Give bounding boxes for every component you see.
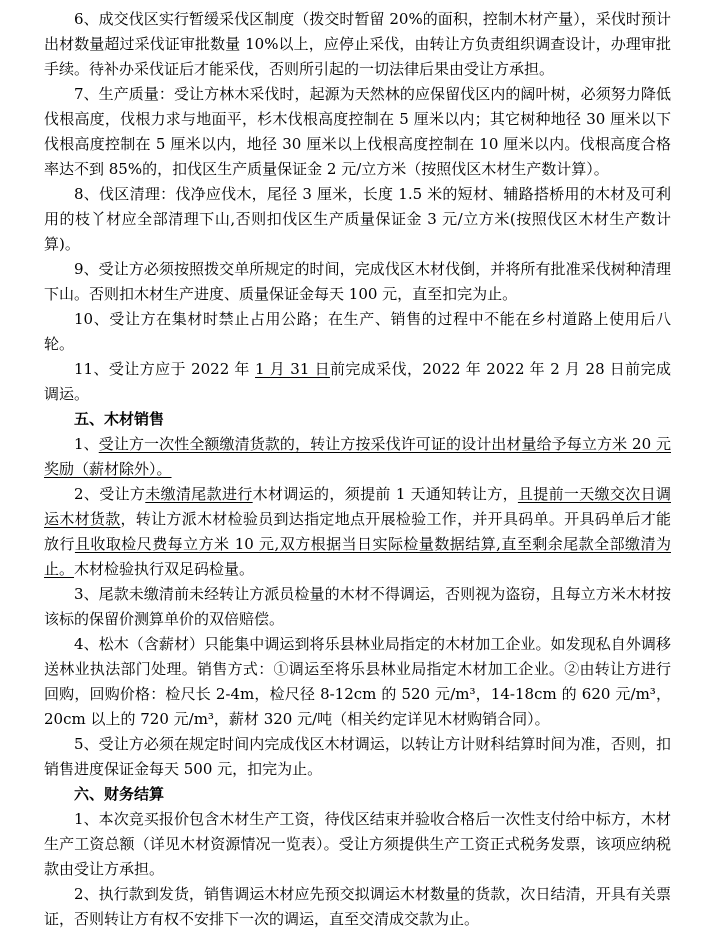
underlined-text: 受让方一次性全额缴清货款的，转让方按采伐许可证的设计出材量给予每立方米 20 元奖励（薪材除外）。 xyxy=(44,435,671,478)
text-segment: 3、尾款未缴清前未经转让方派员检量的木材不得调运，否则视为盗窃，且每立方米木材按该标的保留价测算单价的双倍赔偿。 xyxy=(44,585,671,628)
text-segment: 1、 xyxy=(74,435,99,453)
clause-9-schedule xyxy=(44,257,671,307)
clause-10-road-use xyxy=(44,307,671,357)
text-segment: 4、松木（含薪材）只能集中调运到将乐县林业局指定的木材加工企业。如发现私自外调移送林业执法部门处理。销售方式：①调运至将乐县林业局指定木材加工企业。②由转让方进行回购，回购价格：检尺长 2-4m，检尺径 8-12cm 的 520 元/m³，14-18cm 的 620 元/m³，20cm 以上的 720 元/m³，薪材 320 元/吨（相关约定详见木材购销合同）。 xyxy=(44,635,671,728)
text-segment: 六、财务结算 xyxy=(74,785,165,803)
heading-section-6-financial-settlement xyxy=(44,782,671,807)
text-segment: 8、伐区清理：伐净应伐木，尾径 3 厘米，长度 1.5 米的短材、辅路搭桥用的木材及可利用的枝丫材应全部清理下山,否则扣伐区生产质量保证金 3 元/立方米(按照伐区木材生产数计算)。 xyxy=(44,185,671,253)
text-segment: 五、木材销售 xyxy=(74,410,165,428)
text-segment: 7、生产质量：受让方林木采伐时，起源为天然林的应保留伐区内的阔叶树，必须努力降低伐根高度，伐根力求与地面平，杉木伐根高度控制在 5 厘米以内；其它树种地径 30 厘米以下伐根高度控制在 5 厘米以内，地径 30 厘米以上伐根高度控制在 10 厘米以内。伐根高度合格率达不到 85%的，扣伐区生产质量保证金 2 元/立方米（按照伐区木材生产数计算）。 xyxy=(44,85,671,178)
underlined-text: 且收取检尺费每立方米 10 元,双方根据当日实际检量数据结算,直至剩余尾款全部缴清为止。 xyxy=(44,535,671,578)
underlined-text: 1 月 31 日 xyxy=(255,360,330,378)
clause-6-2-payment-before-shipment xyxy=(44,882,671,932)
clause-5-2-unpaid-balance-transport xyxy=(44,482,671,582)
text-segment: 木材检验执行双足码检量。 xyxy=(74,560,255,578)
text-segment: 5、受让方必须在规定时间内完成伐区木材调运，以转让方计财科结算时间为准，否则，扣销售进度保证金每天 500 元，扣完为止。 xyxy=(44,735,671,778)
clause-6-1-production-wages xyxy=(44,807,671,882)
text-segment: 10、受让方在集材时禁止占用公路；在生产、销售的过程中不能在乡村道路上使用后八轮。 xyxy=(44,310,671,353)
clause-6-felling-suspension xyxy=(44,7,671,82)
underlined-text: 且提前一天缴交次日调运木材货款 xyxy=(44,485,671,528)
text-segment: 2、受让方 xyxy=(74,485,146,503)
clause-5-1-full-payment-reward xyxy=(44,432,671,482)
text-segment: 1、本次竞买报价包含木材生产工资，待伐区结束并验收合格后一次性支付给中标方，木材生产工资总额（详见木材资源情况一览表）。受让方须提供生产工资正式税务发票，该项应纳税款由受让方承担。 xyxy=(44,810,671,878)
text-segment: 11、受让方应于 2022 年 xyxy=(74,360,256,378)
text-segment: 6、成交伐区实行暂缓采伐区制度（拨交时暂留 20%的面积，控制木材产量），采伐时预计出材数量超过采伐证审批数量 10%以上，应停止采伐，由转让方负责组织调查设计，办理审批手续。待补办采伐证后才能采伐，否则所引起的一切法律后果由受让方承担。 xyxy=(44,10,671,78)
clause-5-3-unauthorized-transport xyxy=(44,582,671,632)
clause-8-site-clearing xyxy=(44,182,671,257)
text-segment: 木材调运的，须提前 1 天通知转让方， xyxy=(252,485,518,503)
clause-11-deadlines xyxy=(44,357,671,407)
heading-section-5-timber-sales xyxy=(44,407,671,432)
document-body xyxy=(44,7,671,932)
text-segment: 前完成采伐，2022 年 2022 年 2 月 28 日前完成调运。 xyxy=(44,360,671,403)
clause-5-5-transport-deadline-penalty xyxy=(44,732,671,782)
text-segment: 2、执行款到发货，销售调运木材应先预交拟调运木材数量的货款，次日结清，开具有关票证，否则转让方有权不安排下一次的调运，直至交清成交款为止。 xyxy=(44,885,671,928)
clause-5-4-pine-sales-method xyxy=(44,632,671,732)
underlined-text: 未缴清尾款进行 xyxy=(145,485,253,503)
clause-7-production-quality xyxy=(44,82,671,182)
text-segment: ，转让方派木材检验员到达指定地点开展检验工作，并开具码单。开具码单后才能放行 xyxy=(44,510,671,553)
text-segment: 9、受让方必须按照拨交单所规定的时间，完成伐区木材伐倒，并将所有批准采伐树种清理下山。否则扣木材生产进度、质量保证金每天 100 元，直至扣完为止。 xyxy=(44,260,671,303)
